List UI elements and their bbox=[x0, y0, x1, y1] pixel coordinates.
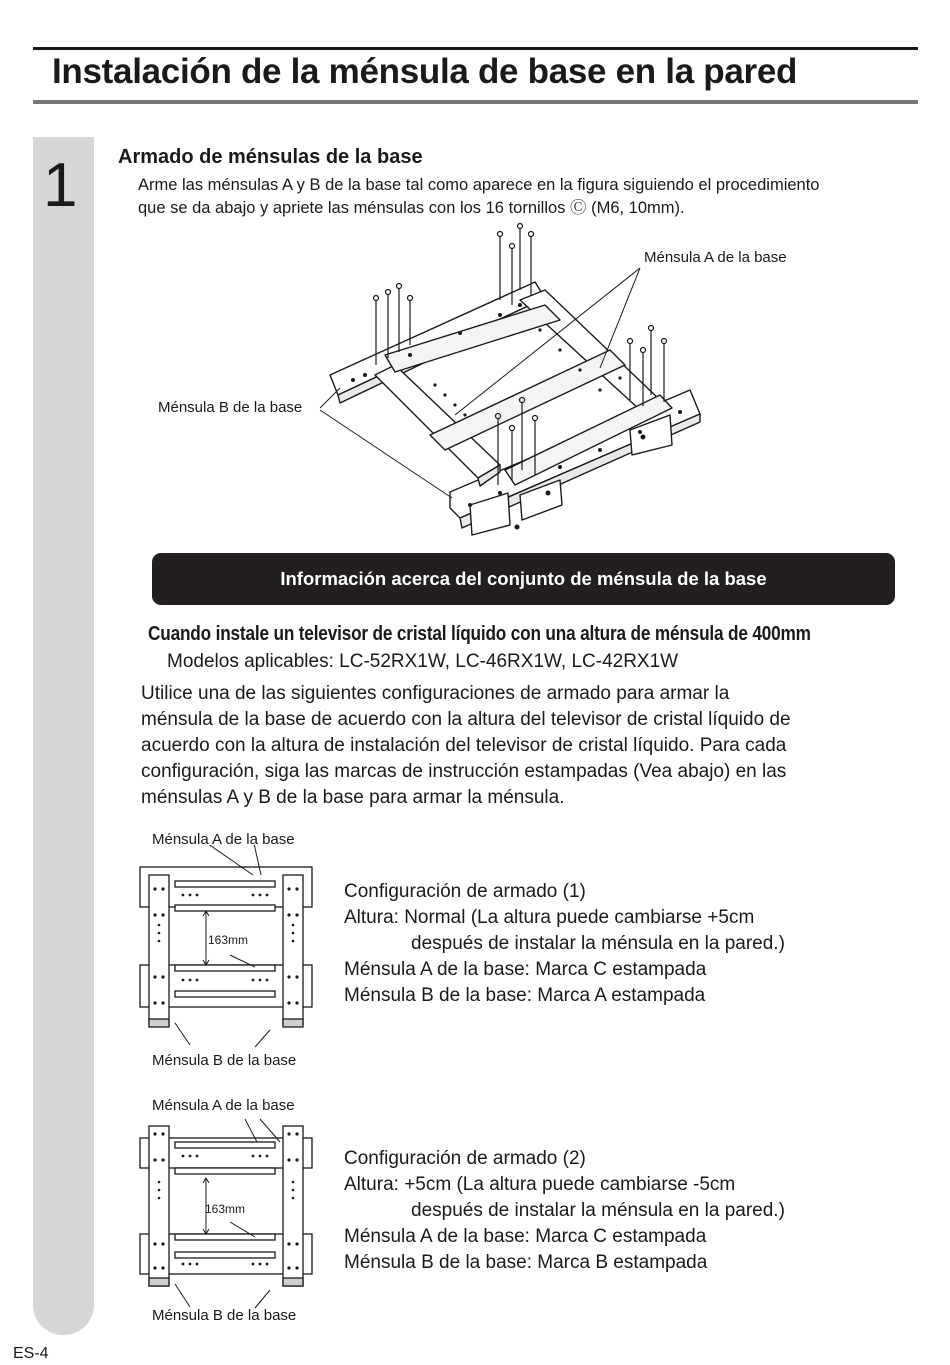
bracket-assembly-illustration bbox=[0, 0, 950, 545]
config2-dimension: 163mm bbox=[205, 1202, 246, 1216]
paragraph-line: configuración, siga las marcas de instrucción estampadas (Vea abajo) en las bbox=[141, 761, 787, 782]
config2-label-a: Ménsula A de la base bbox=[152, 1097, 295, 1114]
config-line: después de instalar la ménsula en la pared.) bbox=[411, 1200, 785, 1221]
config-line: Configuración de armado (1) bbox=[344, 881, 586, 902]
config-line: Altura: Normal (La altura puede cambiarse +5cm bbox=[344, 907, 755, 928]
config1-label-b: Ménsula B de la base bbox=[152, 1052, 297, 1069]
page-number: ES-4 bbox=[13, 1345, 49, 1362]
paragraph-line: Utilice una de las siguientes configuraciones de armado para armar la bbox=[141, 683, 730, 704]
step-instructions-line-1: Arme las ménsulas A y B de la base tal como aparece en la figura siguiendo el procedimiento bbox=[138, 176, 820, 194]
applicable-models: Modelos aplicables: LC-52RX1W, LC-46RX1W, LC-42RX1W bbox=[167, 651, 679, 672]
config2-label-b: Ménsula B de la base bbox=[152, 1307, 297, 1324]
config1-diagram bbox=[135, 845, 325, 1055]
page-title: Instalación de la ménsula de base en la pared bbox=[52, 52, 798, 91]
config-line: Ménsula A de la base: Marca C estampada bbox=[344, 1226, 707, 1247]
config-line: Ménsula B de la base: Marca A estampada bbox=[344, 985, 706, 1006]
config-line: después de instalar la ménsula en la pared.) bbox=[411, 933, 785, 954]
paragraph-line: acuerdo con la altura de instalación del televisor de cristal líquido. Para cada bbox=[141, 735, 787, 756]
info-banner-text: Información acerca del conjunto de ménsula de la base bbox=[280, 568, 767, 589]
config1-text bbox=[344, 879, 785, 1009]
main-figure-label-b: Ménsula B de la base bbox=[158, 399, 303, 416]
config-line: Altura: +5cm (La altura puede cambiarse -5cm bbox=[344, 1174, 736, 1195]
step-number: 1 bbox=[43, 151, 78, 220]
info-banner bbox=[152, 553, 895, 605]
paragraph-line: ménsula de la base de acuerdo con la altura del televisor de cristal líquido de bbox=[141, 709, 791, 730]
section-heading: Cuando instale un televisor de cristal líquido con una altura de ménsula de 400mm bbox=[148, 623, 811, 645]
main-figure-label-a: Ménsula A de la base bbox=[644, 249, 787, 266]
config1-label-a: Ménsula A de la base bbox=[152, 831, 295, 848]
paragraph-line: ménsulas A y B de la base para armar la ménsula. bbox=[141, 787, 565, 808]
config-line: Configuración de armado (2) bbox=[344, 1148, 586, 1169]
step-title: Armado de ménsulas de la base bbox=[118, 146, 423, 168]
config-line: Ménsula A de la base: Marca C estampada bbox=[344, 959, 707, 980]
config1-dimension: 163mm bbox=[208, 933, 249, 947]
config-line: Ménsula B de la base: Marca B estampada bbox=[344, 1252, 708, 1273]
config2-text bbox=[344, 1146, 785, 1276]
step-instructions-line-2: que se da abajo y apriete las ménsulas con los 16 tornillos Ⓒ (M6, 10mm). bbox=[138, 199, 685, 217]
section-paragraph bbox=[141, 681, 791, 811]
